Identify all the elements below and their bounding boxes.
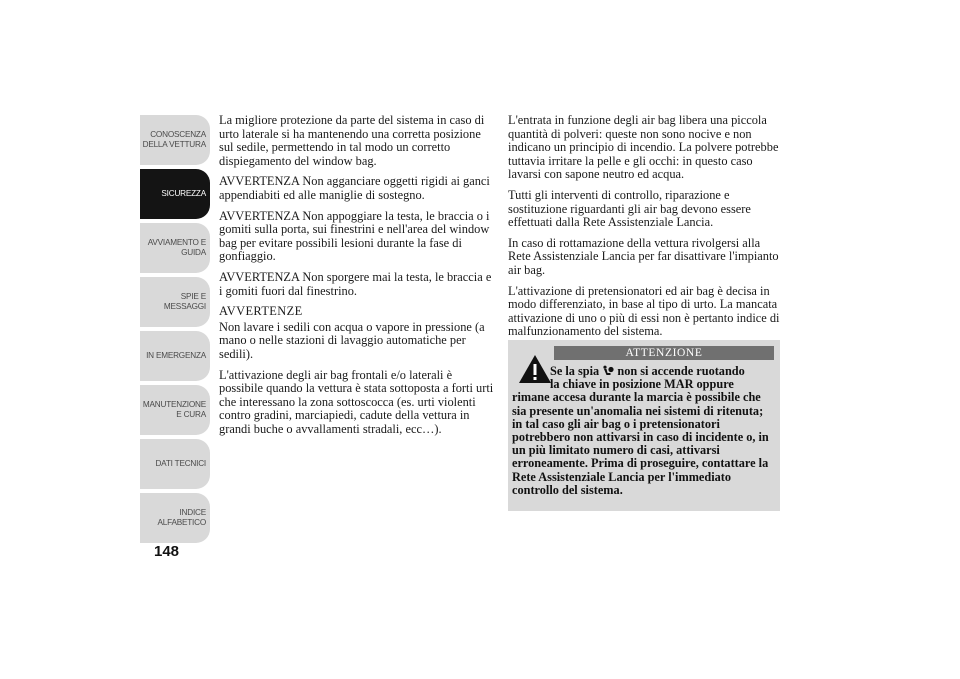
warning-text: [512, 365, 774, 497]
tab-sicurezza[interactable]: [140, 169, 210, 219]
tab-label: SICUREZZA: [161, 189, 206, 198]
chapter-sidebar: [140, 115, 210, 547]
tab-emergenza[interactable]: [140, 331, 210, 381]
warning-text-part: non si accende ruotando: [617, 364, 745, 378]
tab-label: MANUTENZIONE E CURA: [142, 400, 206, 419]
warning-box: [508, 340, 780, 511]
paragraph: L'attivazione di pretensionatori ed air bag è decisa in modo differenziato, in base al tipo di urto. La mancata attivazione di uno o più di essi non è pertanto indice di malfunzionamento del sistema.: [508, 283, 780, 339]
warning-rest: rimane accesa durante la marcia è possibile che sia presente un'anomalia nei sistemi di ritenuta; in tal caso gli air bag o i pretensionatori potrebbero non attivarsi in caso di incidente o, in un più limitato numero di casi, attivarsi erroneamente. Prima di proseguire, contattare la Rete Assistenziale Lancia per l'immediato controllo del sistema.: [512, 390, 769, 497]
section-heading: AVVERTENZE: [219, 304, 303, 319]
tab-avviamento[interactable]: [140, 223, 210, 273]
warning-text-part: Se la spia: [550, 364, 600, 378]
paragraph: L'attivazione degli air bag frontali e/o laterali è possibile quando la vettura è stata sottoposta a forti urti che interessano la zona sottoscocca (es. urti violenti contro gradini, marciapiedi, cadute della vettura in grandi buche o avvallamenti stradali, ecc…).: [219, 367, 494, 436]
tab-conoscenza[interactable]: [140, 115, 210, 165]
tab-label: SPIE E MESSAGGI: [163, 292, 206, 311]
airbag-warning-light-icon: [602, 365, 614, 377]
warning-line: la chiave in posizione MAR oppure: [550, 377, 734, 392]
tab-label: DATI TECNICI: [155, 459, 206, 468]
warning-note: AVVERTENZA Non appoggiare la testa, le braccia o i gomiti sulla porta, sui finestrini e nell'area del window bag per evitare possibili lesioni durante la fase di gonfiaggio.: [219, 208, 490, 264]
paragraph: La migliore protezione da parte del sistema in caso di urto laterale si ha mantenendo una corretta posizione sul sedile, permettendo in tal modo un corretto dispiegamento del window bag.: [219, 113, 485, 168]
tab-indice[interactable]: [140, 493, 210, 543]
paragraph: In caso di rottamazione della vettura rivolgersi alla Rete Assistenziale Lancia per far disattivare l'impianto air bag.: [508, 235, 779, 277]
tab-spie[interactable]: [140, 277, 210, 327]
tab-manutenzione[interactable]: [140, 385, 210, 435]
tab-label: CONOSCENZA DELLA VETTURA: [142, 130, 206, 149]
paragraph: L'entrata in funzione degli air bag libera una piccola quantità di polveri: queste non sono nocive e non indicano un principio di incendio. La polvere potrebbe tuttavia irritare la pelle e gli occhi: in questo caso lavarsi con sapone neutro ed acqua.: [508, 113, 779, 182]
tab-label: AVVIAMENTO E GUIDA: [147, 238, 206, 257]
tab-label: IN EMERGENZA: [146, 351, 206, 360]
right-column: [508, 114, 783, 346]
paragraph: Non lavare i sedili con acqua o vapore in pressione (a mano o nelle stazioni di lavaggio automatiche per sedili).: [219, 319, 485, 361]
tab-dati-tecnici[interactable]: [140, 439, 210, 489]
warning-triangle-icon: [518, 354, 552, 384]
tab-label: INDICE ALFABETICO: [157, 508, 206, 527]
warning-note: AVVERTENZA Non sporgere mai la testa, le braccia e i gomiti fuori dal finestrino.: [219, 269, 492, 298]
page-number: 148: [154, 543, 180, 560]
left-column: [219, 114, 494, 443]
paragraph: Tutti gli interventi di controllo, riparazione e sostituzione riguardanti gli air bag devono essere effettuati dalla Rete Assistenziale Lancia.: [508, 187, 751, 230]
warning-note: AVVERTENZA Non agganciare oggetti rigidi ai ganci appendiabiti ed alle maniglie di sostegno.: [219, 174, 490, 202]
warning-title: ATTENZIONE: [554, 346, 774, 360]
